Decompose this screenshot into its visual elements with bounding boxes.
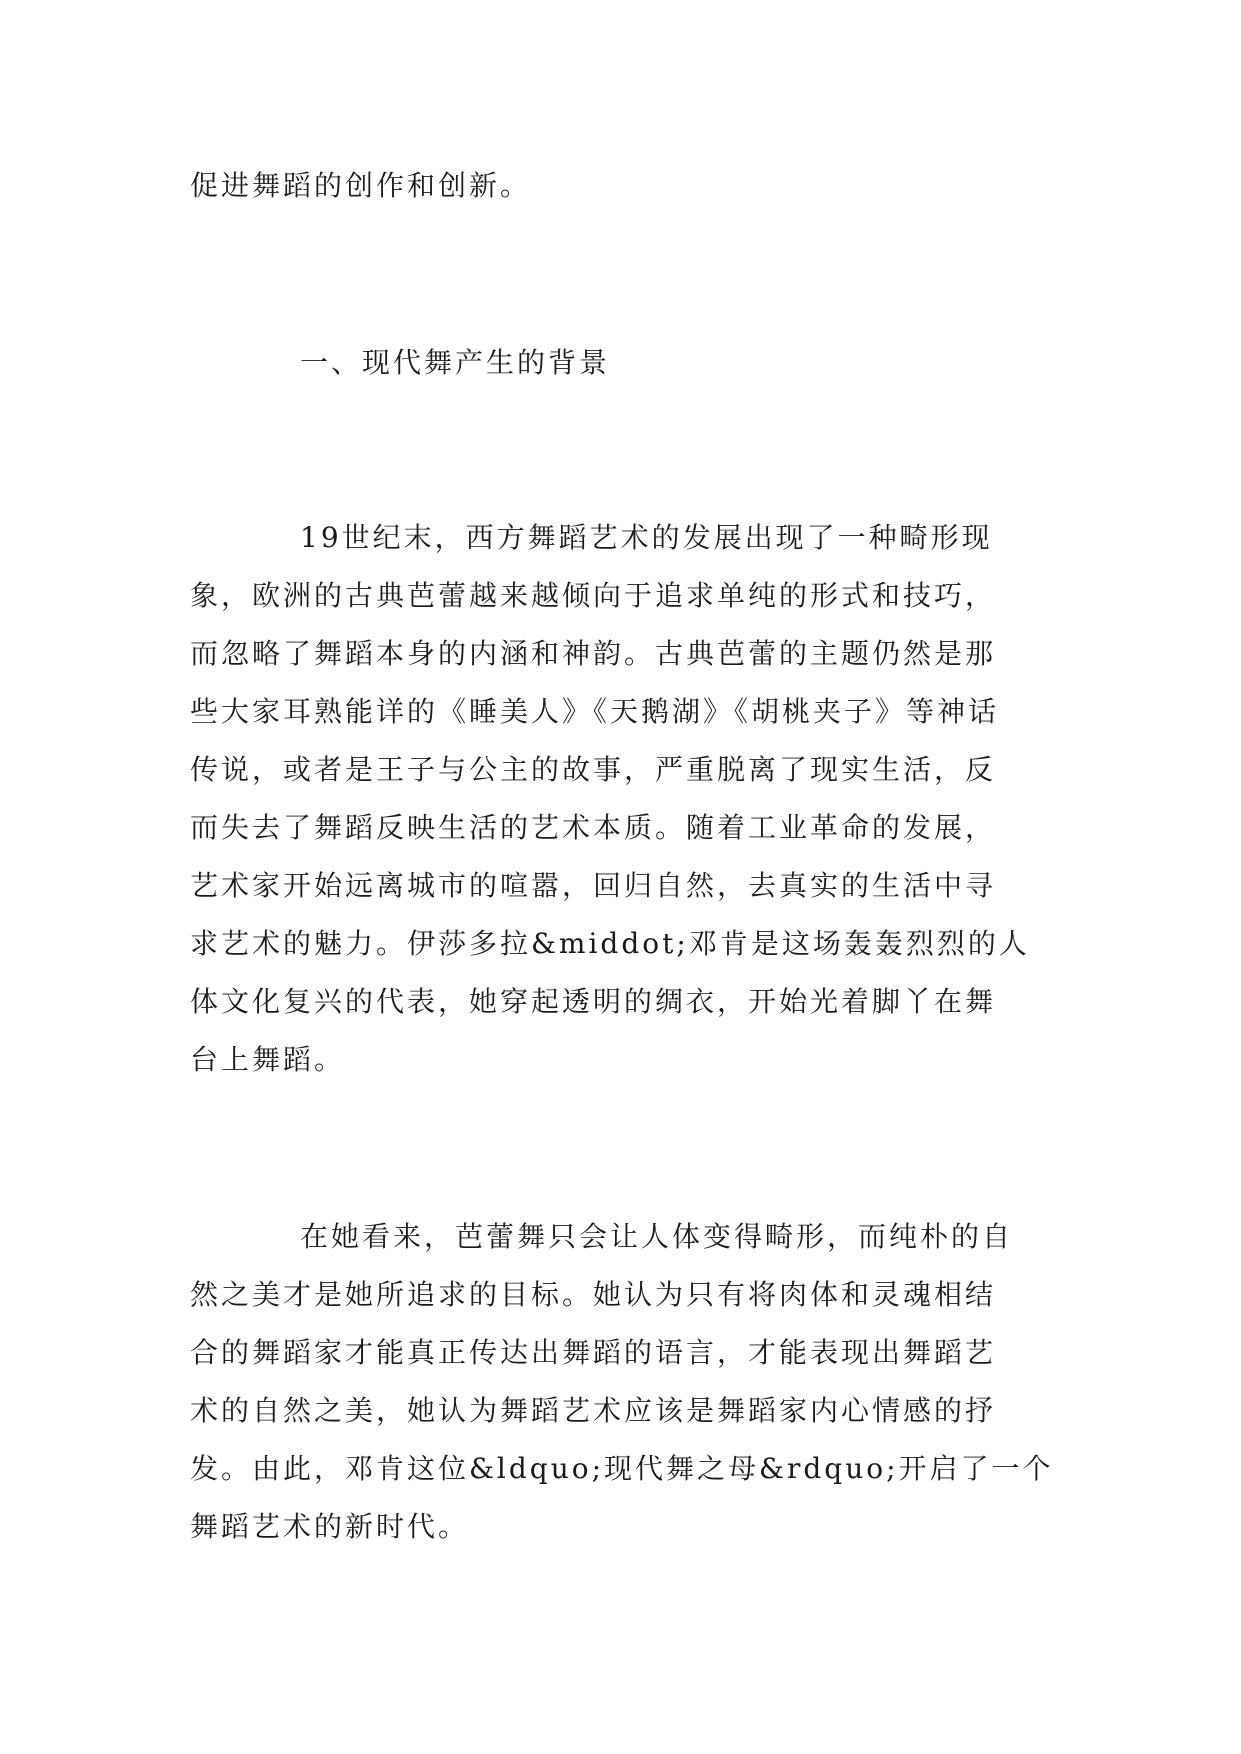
text-line: 在她看来，芭蕾舞只会让人体变得畸形，而纯朴的自 [300,1220,1014,1253]
paragraph-duncan [190,1208,1060,1556]
continuation-text [190,157,1060,215]
text-line: 发。由此，邓肯这位&ldquo;现代舞之母&rdquo;开启了一个 [190,1452,1054,1485]
text-line: 求艺术的魅力。伊莎多拉&middot;邓肯是这场轰轰烈烈的人 [190,927,1030,960]
text-line: 而忽略了舞蹈本身的内涵和神韵。古典芭蕾的主题仍然是那 [190,637,997,670]
text-line: 艺术家开始远离城市的喧嚣，回归自然，去真实的生活中寻 [190,869,997,902]
text-line: 19世纪末，西方舞蹈艺术的发展出现了一种畸形现 [300,521,993,554]
text-line: 些大家耳熟能详的《睡美人》《天鹅湖》《胡桃夹子》等神话 [190,695,1000,728]
text-line: 而失去了舞蹈反映生活的艺术本质。随着工业革命的发展， [190,811,997,844]
text-line: 促进舞蹈的创作和创新。 [190,169,532,202]
text-line: 传说，或者是王子与公主的故事，严重脱离了现实生活，反 [190,753,997,786]
paragraph-background [190,509,1060,1089]
text-line: 舞蹈艺术的新时代。 [190,1510,470,1543]
text-line: 然之美才是她所追求的目标。她认为只有将肉体和灵魂相结 [190,1278,997,1311]
heading-text: 一、现代舞产生的背景 [300,346,611,379]
section-heading [190,334,1060,392]
text-line: 象，欧洲的古典芭蕾越来越倾向于追求单纯的形式和技巧， [190,579,997,612]
text-line: 体文化复兴的代表，她穿起透明的绸衣，开始光着脚丫在舞 [190,985,997,1018]
text-line: 术的自然之美，她认为舞蹈艺术应该是舞蹈家内心情感的抒 [190,1394,997,1427]
text-line: 台上舞蹈。 [190,1043,346,1076]
text-line: 合的舞蹈家才能真正传达出舞蹈的语言，才能表现出舞蹈艺 [190,1336,997,1369]
